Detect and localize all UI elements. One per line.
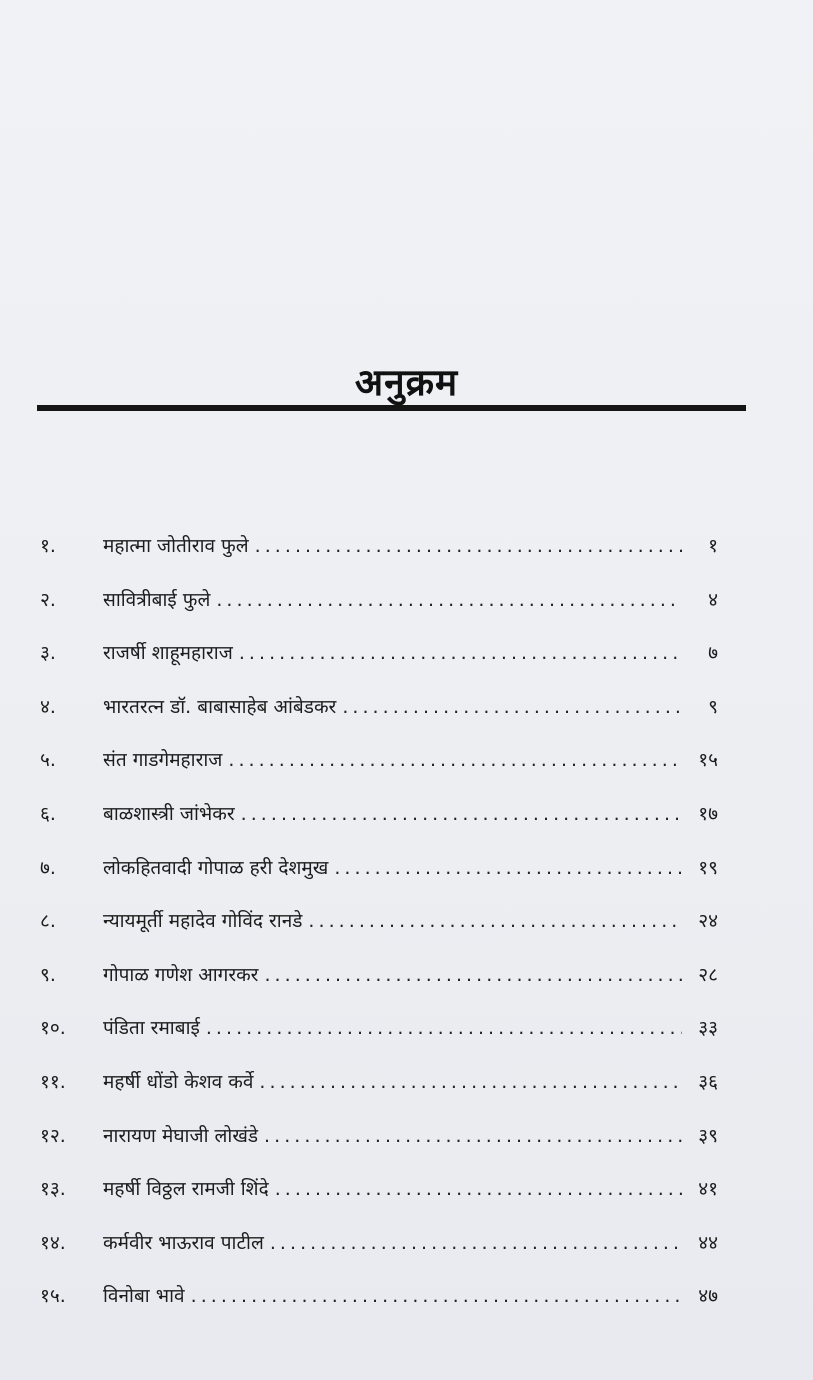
toc-entry (0, 1217, 813, 1271)
toc-entry (0, 520, 813, 574)
toc-entry-number: १५. (40, 1285, 66, 1308)
toc-entry (0, 895, 813, 949)
toc-entry-page: २८ (698, 963, 718, 986)
toc-entry-number: ८. (40, 910, 56, 933)
toc-entry (0, 574, 813, 628)
toc-entry-page: २४ (698, 910, 718, 933)
toc-entry (0, 1110, 813, 1164)
toc-entry-page: १७ (698, 802, 718, 825)
toc-entry-number: ४. (40, 695, 56, 718)
dot-leader (342, 681, 682, 735)
toc-entry-title: कर्मवीर भाऊराव पाटील (103, 1231, 264, 1254)
toc-entry (0, 788, 813, 842)
dot-leader (191, 1270, 682, 1324)
toc-entry-title: भारतरत्न डॉ. बाबासाहेब आंबेडकर (103, 695, 337, 718)
dot-leader (206, 1002, 682, 1056)
toc-entry-title: न्यायमूर्ती महादेव गोविंद रानडे (103, 910, 303, 933)
toc-entry (0, 1163, 813, 1217)
toc-entry-page: ४७ (698, 1285, 718, 1308)
toc-entry-page: ४ (708, 588, 718, 611)
toc-entry-page: ९ (708, 695, 718, 718)
dot-leader (270, 1217, 682, 1271)
toc-entry-page: ४१ (698, 1178, 718, 1201)
toc-entry-number: ९. (40, 963, 56, 986)
toc-entry-title: विनोबा भावे (103, 1285, 185, 1308)
toc-entry (0, 1056, 813, 1110)
toc-entry-page: ७ (708, 642, 718, 665)
toc-entry-title: राजर्षी शाहूमहाराज (103, 642, 233, 665)
toc-entry-title: महर्षी विठ्ठल रामजी शिंदे (103, 1178, 269, 1201)
toc-entry-title: नारायण मेघाजी लोखंडे (103, 1124, 259, 1147)
toc-entry-page: ४४ (698, 1231, 718, 1254)
dot-leader (216, 574, 682, 628)
dot-leader (308, 895, 682, 949)
title-divider (37, 405, 746, 411)
toc-entry (0, 734, 813, 788)
toc-entry-title: संत गाडगेमहाराज (103, 749, 223, 772)
toc-entry-page: ३६ (698, 1070, 718, 1093)
toc-entry-title: लोकहितवादी गोपाळ हरी देशमुख (103, 856, 329, 879)
toc-entry-page: १५ (698, 749, 718, 772)
page-title: अनुक्रम (354, 360, 459, 404)
toc-entry-title: महात्मा जोतीराव फुले (103, 535, 249, 557)
toc-entry-number: ११. (40, 1070, 66, 1093)
toc-entry-title: पंडिता रमाबाई (103, 1017, 200, 1040)
toc-entry-title: गोपाळ गणेश आगरकर (103, 963, 259, 986)
toc-entry (0, 1270, 813, 1324)
toc-entry (0, 1002, 813, 1056)
dot-leader (264, 949, 682, 1003)
toc-entry-number: २. (40, 588, 56, 611)
dot-leader (259, 1056, 682, 1110)
toc-entry-number: १२. (40, 1124, 66, 1147)
toc-entry-page: १९ (698, 856, 718, 879)
toc-entry (0, 681, 813, 735)
toc-entry (0, 949, 813, 1003)
toc-entry-number: १०. (40, 1017, 66, 1040)
toc-entry-number: ३. (40, 642, 56, 665)
toc-entry-title: सावित्रीबाई फुले (103, 588, 211, 611)
toc-entry-title: महर्षी धोंडो केशव कर्वे (103, 1070, 254, 1093)
toc-entry-page: ३९ (698, 1124, 718, 1147)
dot-leader (228, 734, 682, 788)
toc-entry (0, 842, 813, 896)
dot-leader (239, 627, 682, 681)
toc-entry-number: ५. (40, 749, 56, 772)
dot-leader (334, 842, 682, 896)
table-of-contents (0, 520, 813, 1324)
toc-entry-number: ६. (40, 802, 56, 825)
toc-entry-page: ३३ (698, 1017, 718, 1040)
toc-entry-number: १४. (40, 1231, 66, 1254)
dot-leader (241, 788, 682, 842)
dot-leader (275, 1163, 682, 1217)
toc-entry (0, 627, 813, 681)
toc-entry-page: १ (708, 535, 718, 557)
toc-entry-number: १. (40, 535, 56, 557)
dot-leader (255, 520, 682, 574)
dot-leader (264, 1110, 682, 1164)
toc-entry-title: बाळशास्त्री जांभेकर (103, 802, 235, 825)
toc-entry-number: १३. (40, 1178, 66, 1201)
toc-entry-number: ७. (40, 856, 56, 879)
